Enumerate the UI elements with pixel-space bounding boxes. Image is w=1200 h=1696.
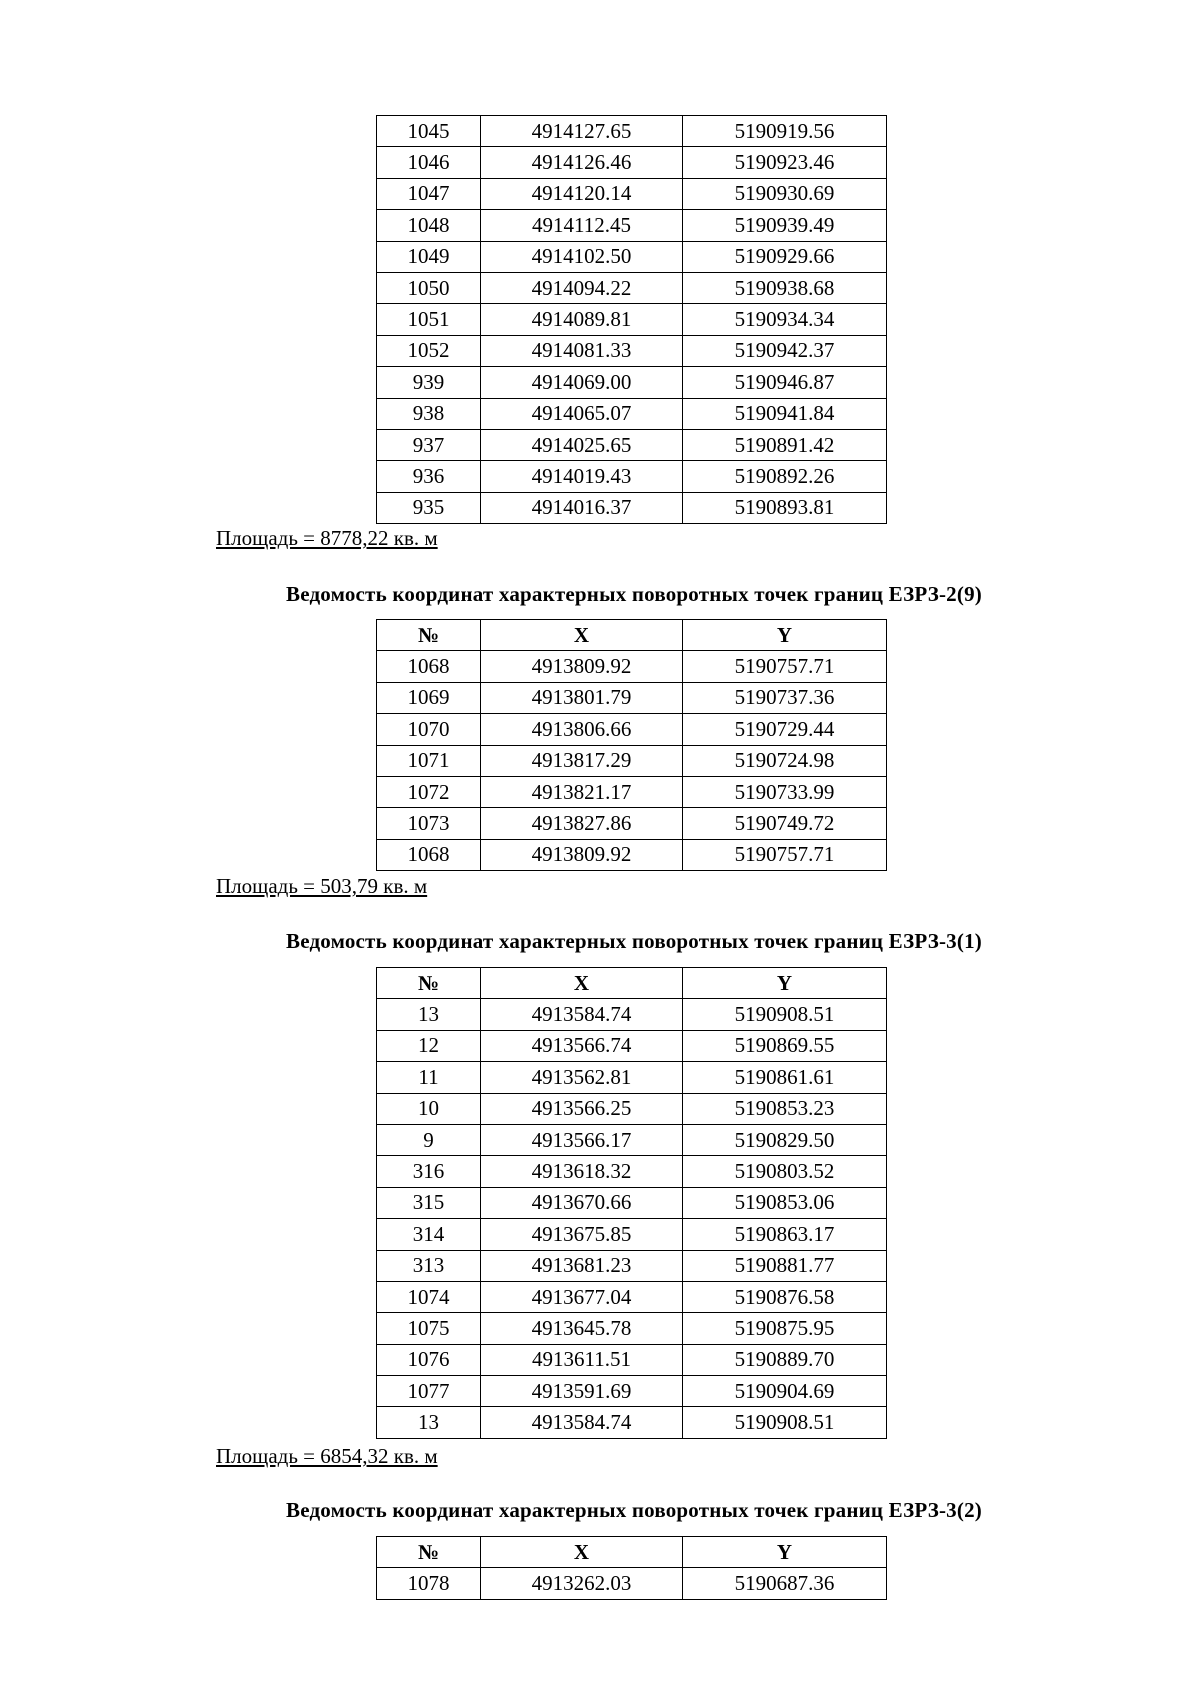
point-number-cell: 313 [377,1250,481,1281]
header-row [377,1537,887,1568]
x-coordinate-cell: 4914016.37 [481,492,683,523]
x-coordinate-cell: 4913806.66 [481,714,683,745]
point-number-cell: 1068 [377,651,481,682]
table-body [377,999,887,1438]
point-number-cell: 1068 [377,839,481,870]
y-coordinate-cell: 5190908.51 [683,999,887,1030]
point-number-cell: 9 [377,1124,481,1155]
coordinates-table-ezrz-3-1 [376,967,887,1439]
point-number-cell: 1050 [377,272,481,303]
x-coordinate-cell: 4914112.45 [481,210,683,241]
table-row [377,116,887,147]
x-coordinate-cell: 4913821.17 [481,776,683,807]
table-row [377,745,887,776]
point-number-cell: 937 [377,429,481,460]
y-coordinate-cell: 5190749.72 [683,808,887,839]
table-row [377,147,887,178]
point-number-cell: 1070 [377,714,481,745]
point-number-cell: 1072 [377,776,481,807]
area-label: Площадь = 6854,32 кв. м [216,1444,438,1468]
point-number-cell: 13 [377,1407,481,1438]
table-row [377,367,887,398]
point-number-cell: 1071 [377,745,481,776]
column-header-number: № [377,1537,481,1568]
x-coordinate-cell: 4914025.65 [481,429,683,460]
table-row [377,304,887,335]
point-number-cell: 10 [377,1093,481,1124]
x-coordinate-cell: 4913618.32 [481,1156,683,1187]
table-row [377,1156,887,1187]
y-coordinate-cell: 5190881.77 [683,1250,887,1281]
point-number-cell: 12 [377,1030,481,1061]
table-header [377,1537,887,1568]
x-coordinate-cell: 4913262.03 [481,1568,683,1599]
y-coordinate-cell: 5190908.51 [683,1407,887,1438]
x-coordinate-cell: 4913645.78 [481,1313,683,1344]
table-row [377,492,887,523]
table-header [377,620,887,651]
x-coordinate-cell: 4913809.92 [481,651,683,682]
x-coordinate-cell: 4914081.33 [481,335,683,366]
x-coordinate-cell: 4914069.00 [481,367,683,398]
y-coordinate-cell: 5190861.61 [683,1062,887,1093]
x-coordinate-cell: 4914019.43 [481,461,683,492]
x-coordinate-cell: 4913591.69 [481,1376,683,1407]
y-coordinate-cell: 5190893.81 [683,492,887,523]
point-number-cell: 1069 [377,682,481,713]
table-row [377,1093,887,1124]
y-coordinate-cell: 5190941.84 [683,398,887,429]
table-row [377,178,887,209]
x-coordinate-cell: 4914089.81 [481,304,683,335]
y-coordinate-cell: 5190929.66 [683,241,887,272]
point-number-cell: 936 [377,461,481,492]
point-number-cell: 1076 [377,1344,481,1375]
point-number-cell: 939 [377,367,481,398]
y-coordinate-cell: 5190889.70 [683,1344,887,1375]
x-coordinate-cell: 4913809.92 [481,839,683,870]
table-header [377,968,887,999]
column-header-x: X [481,620,683,651]
point-number-cell: 1051 [377,304,481,335]
y-coordinate-cell: 5190724.98 [683,745,887,776]
x-coordinate-cell: 4913611.51 [481,1344,683,1375]
column-header-y: Y [683,968,887,999]
coordinates-table-continued [376,115,887,524]
x-coordinate-cell: 4913801.79 [481,682,683,713]
y-coordinate-cell: 5190853.23 [683,1093,887,1124]
point-number-cell: 1046 [377,147,481,178]
y-coordinate-cell: 5190891.42 [683,429,887,460]
x-coordinate-cell: 4914126.46 [481,147,683,178]
x-coordinate-cell: 4913584.74 [481,1407,683,1438]
x-coordinate-cell: 4914127.65 [481,116,683,147]
x-coordinate-cell: 4913566.74 [481,1030,683,1061]
point-number-cell: 1047 [377,178,481,209]
y-coordinate-cell: 5190757.71 [683,839,887,870]
table-row [377,776,887,807]
x-coordinate-cell: 4913584.74 [481,999,683,1030]
point-number-cell: 315 [377,1187,481,1218]
y-coordinate-cell: 5190934.34 [683,304,887,335]
table-row [377,1313,887,1344]
table-row [377,1344,887,1375]
x-coordinate-cell: 4914102.50 [481,241,683,272]
y-coordinate-cell: 5190904.69 [683,1376,887,1407]
section-heading-ezrz-3-1: Ведомость координат характерных поворотных точек границ ЕЗРЗ-3(1) [286,929,982,953]
y-coordinate-cell: 5190946.87 [683,367,887,398]
table-row [377,241,887,272]
x-coordinate-cell: 4914094.22 [481,272,683,303]
table-row [377,1250,887,1281]
table-row [377,1062,887,1093]
table-row [377,272,887,303]
y-coordinate-cell: 5190938.68 [683,272,887,303]
table-row [377,1030,887,1061]
y-coordinate-cell: 5190829.50 [683,1124,887,1155]
y-coordinate-cell: 5190757.71 [683,651,887,682]
point-number-cell: 1078 [377,1568,481,1599]
column-header-y: Y [683,1537,887,1568]
table-row [377,1187,887,1218]
point-number-cell: 1052 [377,335,481,366]
table-body [377,116,887,524]
y-coordinate-cell: 5190942.37 [683,335,887,366]
x-coordinate-cell: 4913670.66 [481,1187,683,1218]
area-label: Площадь = 8778,22 кв. м [216,526,438,550]
area-label: Площадь = 503,79 кв. м [216,874,428,898]
y-coordinate-cell: 5190733.99 [683,776,887,807]
column-header-number: № [377,620,481,651]
x-coordinate-cell: 4914120.14 [481,178,683,209]
section-heading-ezrz-3-2: Ведомость координат характерных поворотных точек границ ЕЗРЗ-3(2) [286,1498,982,1522]
point-number-cell: 1077 [377,1376,481,1407]
table-row [377,461,887,492]
table-body [377,651,887,871]
table-row [377,651,887,682]
point-number-cell: 1045 [377,116,481,147]
y-coordinate-cell: 5190863.17 [683,1219,887,1250]
y-coordinate-cell: 5190875.95 [683,1313,887,1344]
x-coordinate-cell: 4913566.17 [481,1124,683,1155]
x-coordinate-cell: 4914065.07 [481,398,683,429]
table-row [377,682,887,713]
y-coordinate-cell: 5190869.55 [683,1030,887,1061]
y-coordinate-cell: 5190892.26 [683,461,887,492]
point-number-cell: 11 [377,1062,481,1093]
header-row [377,968,887,999]
table-row [377,1219,887,1250]
coordinates-table-ezrz-3-2 [376,1536,887,1600]
y-coordinate-cell: 5190737.36 [683,682,887,713]
x-coordinate-cell: 4913827.86 [481,808,683,839]
point-number-cell: 13 [377,999,481,1030]
point-number-cell: 316 [377,1156,481,1187]
point-number-cell: 1073 [377,808,481,839]
table-row [377,1376,887,1407]
table-body [377,1568,887,1599]
y-coordinate-cell: 5190853.06 [683,1187,887,1218]
coordinates-table-ezrz-2-9 [376,619,887,871]
point-number-cell: 1074 [377,1281,481,1312]
table-row [377,839,887,870]
y-coordinate-cell: 5190729.44 [683,714,887,745]
table-row [377,398,887,429]
point-number-cell: 1048 [377,210,481,241]
table-row [377,429,887,460]
x-coordinate-cell: 4913817.29 [481,745,683,776]
y-coordinate-cell: 5190923.46 [683,147,887,178]
table-row [377,210,887,241]
column-header-x: X [481,1537,683,1568]
y-coordinate-cell: 5190687.36 [683,1568,887,1599]
table-row [377,714,887,745]
table-row [377,999,887,1030]
x-coordinate-cell: 4913675.85 [481,1219,683,1250]
x-coordinate-cell: 4913566.25 [481,1093,683,1124]
point-number-cell: 935 [377,492,481,523]
table-row [377,1281,887,1312]
column-header-y: Y [683,620,887,651]
y-coordinate-cell: 5190930.69 [683,178,887,209]
y-coordinate-cell: 5190939.49 [683,210,887,241]
point-number-cell: 314 [377,1219,481,1250]
x-coordinate-cell: 4913562.81 [481,1062,683,1093]
column-header-x: X [481,968,683,999]
y-coordinate-cell: 5190803.52 [683,1156,887,1187]
table-row [377,808,887,839]
x-coordinate-cell: 4913681.23 [481,1250,683,1281]
point-number-cell: 938 [377,398,481,429]
table-row [377,335,887,366]
table-row [377,1568,887,1599]
table-row [377,1124,887,1155]
x-coordinate-cell: 4913677.04 [481,1281,683,1312]
point-number-cell: 1049 [377,241,481,272]
table-row [377,1407,887,1438]
y-coordinate-cell: 5190876.58 [683,1281,887,1312]
header-row [377,620,887,651]
section-heading-ezrz-2-9: Ведомость координат характерных поворотных точек границ ЕЗРЗ-2(9) [286,582,982,606]
point-number-cell: 1075 [377,1313,481,1344]
y-coordinate-cell: 5190919.56 [683,116,887,147]
column-header-number: № [377,968,481,999]
